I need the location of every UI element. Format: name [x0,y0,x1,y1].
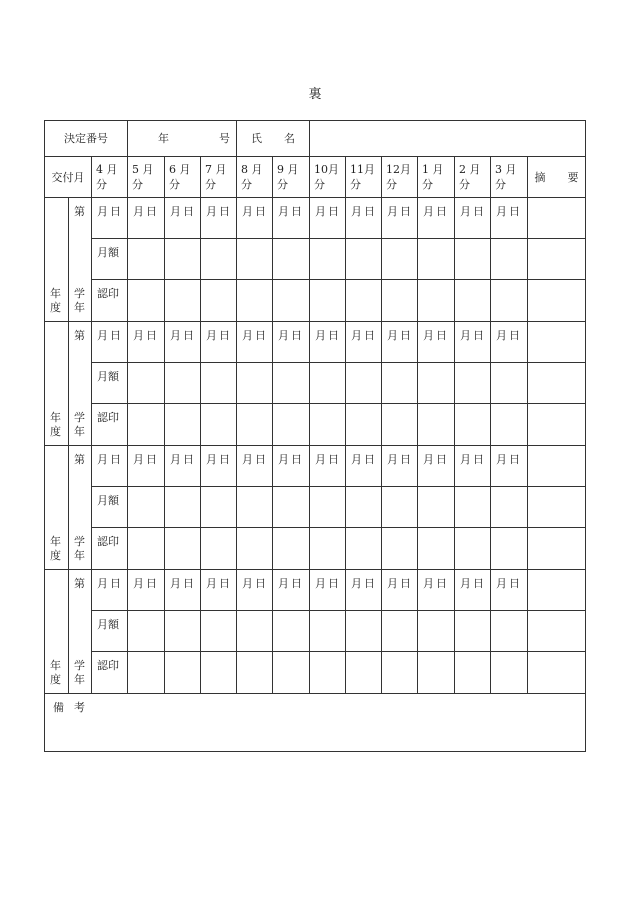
date-cell[interactable]: 月日 [418,570,455,611]
seal-row-label: 認印 [92,652,128,694]
amount-cell[interactable] [310,487,346,528]
amount-cell[interactable] [201,239,237,280]
seal-row-label: 認印 [92,404,128,446]
amount-cell[interactable] [418,487,455,528]
amount-cell[interactable] [418,363,455,404]
date-cell[interactable]: 月日 [165,570,201,611]
seal-cell[interactable] [201,404,237,446]
amount-cell[interactable] [382,611,418,652]
amount-cell[interactable] [201,611,237,652]
date-cell[interactable]: 月日 [491,570,528,611]
amount-cell[interactable] [491,487,528,528]
month-header-cell: 12月 分 [382,157,418,198]
amount-cell[interactable] [491,611,528,652]
summary-cell[interactable] [528,239,586,280]
grade-label: 学 年 [74,411,85,438]
amount-cell[interactable] [128,611,165,652]
seal-row-label: 認印 [92,280,128,322]
date-row-label: 月日 [92,570,128,611]
date-cell[interactable]: 月日 [201,322,237,363]
grade-cell[interactable] [69,570,92,694]
amount-cell[interactable] [455,611,491,652]
date-cell[interactable]: 月日 [310,570,346,611]
date-cell[interactable]: 月日 [418,198,455,239]
amount-cell[interactable] [165,611,201,652]
seal-cell[interactable] [273,404,310,446]
header-row [45,121,586,157]
date-cell[interactable]: 月日 [491,322,528,363]
summary-cell[interactable] [528,652,586,694]
date-cell[interactable]: 月日 [201,570,237,611]
grade-label: 学 年 [74,287,85,314]
seal-cell[interactable] [491,652,528,694]
amount-row-label: 月額 [92,363,128,404]
amount-cell[interactable] [237,239,273,280]
seal-cell[interactable] [418,404,455,446]
decision-number-label: 決定番号 [45,121,128,157]
amount-cell[interactable] [273,363,310,404]
remarks-field[interactable] [45,694,586,752]
date-cell[interactable]: 月日 [128,570,165,611]
seal-cell[interactable] [382,280,418,322]
amount-cell[interactable] [491,363,528,404]
month-header-cell: 11月 分 [346,157,382,198]
date-row [45,446,586,487]
amount-cell[interactable] [273,487,310,528]
seal-cell[interactable] [418,280,455,322]
date-cell[interactable]: 月日 [237,446,273,487]
date-cell[interactable]: 月日 [455,198,491,239]
date-cell[interactable]: 月日 [455,570,491,611]
remarks-row [45,694,586,752]
seal-cell[interactable] [346,528,382,570]
seal-cell[interactable] [201,528,237,570]
grade-cell[interactable] [69,446,92,570]
seal-cell[interactable] [346,280,382,322]
fiscal-year-cell[interactable] [45,198,69,322]
seal-row-label: 認印 [92,528,128,570]
amount-cell[interactable] [418,239,455,280]
amount-cell[interactable] [455,487,491,528]
date-cell[interactable]: 月日 [382,322,418,363]
date-cell[interactable]: 月日 [346,570,382,611]
amount-cell[interactable] [346,487,382,528]
date-cell[interactable]: 月日 [310,322,346,363]
fiscal-year-cell[interactable] [45,446,69,570]
amount-cell[interactable] [237,487,273,528]
date-cell[interactable]: 月日 [128,446,165,487]
seal-cell[interactable] [237,280,273,322]
seal-cell[interactable] [418,652,455,694]
seal-cell[interactable] [273,652,310,694]
date-cell[interactable]: 月日 [382,446,418,487]
amount-row [45,487,586,528]
amount-cell[interactable] [382,487,418,528]
date-cell[interactable]: 月日 [201,198,237,239]
summary-cell[interactable] [528,322,586,363]
seal-cell[interactable] [165,652,201,694]
page-heading: 裏 [308,87,322,102]
summary-label: 摘 要 [528,157,586,198]
grade-cell[interactable] [69,198,92,322]
month-header-cell: 10月 分 [310,157,346,198]
date-cell[interactable]: 月日 [382,198,418,239]
date-row-label: 月日 [92,198,128,239]
date-cell[interactable]: 月日 [273,198,310,239]
month-header-cell: 3 月 分 [491,157,528,198]
month-header-cell: 5 月 分 [128,157,165,198]
amount-cell[interactable] [346,611,382,652]
month-header-row [45,157,586,198]
name-label: 氏 名 [237,121,310,157]
seal-cell[interactable] [491,528,528,570]
seal-cell[interactable] [310,652,346,694]
amount-cell[interactable] [237,363,273,404]
seal-cell[interactable] [237,404,273,446]
amount-cell[interactable] [273,611,310,652]
date-cell[interactable]: 月日 [273,446,310,487]
month-header-cell: 2 月 分 [455,157,491,198]
date-cell[interactable]: 月日 [201,446,237,487]
seal-cell[interactable] [128,528,165,570]
grade-cell[interactable] [69,322,92,446]
date-cell[interactable]: 月日 [128,198,165,239]
date-cell[interactable]: 月日 [273,322,310,363]
amount-cell[interactable] [310,363,346,404]
amount-cell[interactable] [165,239,201,280]
amount-row [45,363,586,404]
summary-cell[interactable] [528,487,586,528]
month-header-cell: 1 月 分 [418,157,455,198]
amount-cell[interactable] [382,363,418,404]
seal-cell[interactable] [346,404,382,446]
seal-cell[interactable] [273,280,310,322]
seal-row [45,528,586,570]
seal-cell[interactable] [382,404,418,446]
seal-row [45,404,586,446]
amount-cell[interactable] [382,239,418,280]
amount-cell[interactable] [237,611,273,652]
date-row-label: 月日 [92,446,128,487]
date-cell[interactable]: 月日 [491,198,528,239]
seal-cell[interactable] [310,280,346,322]
date-cell[interactable]: 月日 [165,446,201,487]
seal-cell[interactable] [128,280,165,322]
seal-cell[interactable] [310,404,346,446]
seal-cell[interactable] [346,652,382,694]
amount-cell[interactable] [201,487,237,528]
decision-number-field[interactable]: 年 号 [128,121,237,157]
seal-cell[interactable] [128,652,165,694]
amount-row-label: 月額 [92,239,128,280]
summary-cell[interactable] [528,198,586,239]
seal-cell[interactable] [455,528,491,570]
fiscal-year-cell[interactable] [45,322,69,446]
date-cell[interactable]: 月日 [165,322,201,363]
benefit-record-table [44,120,586,752]
summary-cell[interactable] [528,280,586,322]
seal-cell[interactable] [455,652,491,694]
amount-cell[interactable] [346,363,382,404]
seal-cell[interactable] [165,528,201,570]
month-header-cell: 9 月 分 [273,157,310,198]
date-cell[interactable]: 月日 [310,446,346,487]
amount-cell[interactable] [418,611,455,652]
remarks-label: 備考 [53,701,95,714]
fiscal-year-label: 年 度 [50,535,61,562]
amount-cell[interactable] [310,611,346,652]
date-row-label: 月日 [92,322,128,363]
seal-row [45,280,586,322]
amount-cell[interactable] [455,363,491,404]
date-cell[interactable]: 月日 [165,198,201,239]
amount-cell[interactable] [455,239,491,280]
amount-cell[interactable] [310,239,346,280]
date-cell[interactable]: 月日 [455,322,491,363]
date-cell[interactable]: 月日 [346,322,382,363]
seal-cell[interactable] [237,528,273,570]
amount-row-label: 月額 [92,611,128,652]
seal-cell[interactable] [165,280,201,322]
seal-cell[interactable] [418,528,455,570]
date-cell[interactable]: 月日 [418,322,455,363]
grade-label: 学 年 [74,535,85,562]
amount-cell[interactable] [346,239,382,280]
date-cell[interactable]: 月日 [346,198,382,239]
date-cell[interactable]: 月日 [237,570,273,611]
seal-row [45,652,586,694]
fiscal-year-label: 年 度 [50,659,61,686]
summary-cell[interactable] [528,404,586,446]
summary-cell[interactable] [528,570,586,611]
ordinal-label: 第 [74,453,85,466]
seal-cell[interactable] [455,280,491,322]
summary-cell[interactable] [528,363,586,404]
amount-cell[interactable] [491,239,528,280]
date-cell[interactable]: 月日 [455,446,491,487]
date-cell[interactable]: 月日 [346,446,382,487]
seal-cell[interactable] [382,528,418,570]
amount-cell[interactable] [273,239,310,280]
amount-cell[interactable] [165,363,201,404]
month-header-cell: 6 月 分 [165,157,201,198]
ordinal-label: 第 [74,329,85,342]
seal-cell[interactable] [382,652,418,694]
fiscal-year-cell[interactable] [45,570,69,694]
seal-cell[interactable] [201,280,237,322]
amount-cell[interactable] [201,363,237,404]
amount-cell[interactable] [128,487,165,528]
name-field[interactable] [310,121,586,157]
seal-cell[interactable] [273,528,310,570]
amount-row [45,611,586,652]
date-cell[interactable]: 月日 [237,322,273,363]
date-cell[interactable]: 月日 [273,570,310,611]
date-cell[interactable]: 月日 [128,322,165,363]
seal-cell[interactable] [165,404,201,446]
ordinal-label: 第 [74,577,85,590]
seal-cell[interactable] [310,528,346,570]
issue-month-label: 交付月 [45,157,92,198]
amount-cell[interactable] [165,487,201,528]
month-header-cell: 4 月 分 [92,157,128,198]
seal-cell[interactable] [201,652,237,694]
seal-cell[interactable] [491,404,528,446]
amount-cell[interactable] [128,363,165,404]
date-row [45,322,586,363]
month-header-cell: 7 月 分 [201,157,237,198]
amount-cell[interactable] [128,239,165,280]
summary-cell[interactable] [528,446,586,487]
date-row [45,570,586,611]
month-header-cell: 8 月 分 [237,157,273,198]
seal-cell[interactable] [128,404,165,446]
fiscal-year-label: 年 度 [50,287,61,314]
seal-cell[interactable] [491,280,528,322]
date-cell[interactable]: 月日 [491,446,528,487]
summary-cell[interactable] [528,528,586,570]
amount-row [45,239,586,280]
ordinal-label: 第 [74,205,85,218]
seal-cell[interactable] [237,652,273,694]
date-cell[interactable]: 月日 [237,198,273,239]
date-cell[interactable]: 月日 [382,570,418,611]
amount-row-label: 月額 [92,487,128,528]
seal-cell[interactable] [455,404,491,446]
summary-cell[interactable] [528,611,586,652]
date-cell[interactable]: 月日 [418,446,455,487]
grade-label: 学 年 [74,659,85,686]
date-cell[interactable]: 月日 [310,198,346,239]
date-row [45,198,586,239]
fiscal-year-label: 年 度 [50,411,61,438]
